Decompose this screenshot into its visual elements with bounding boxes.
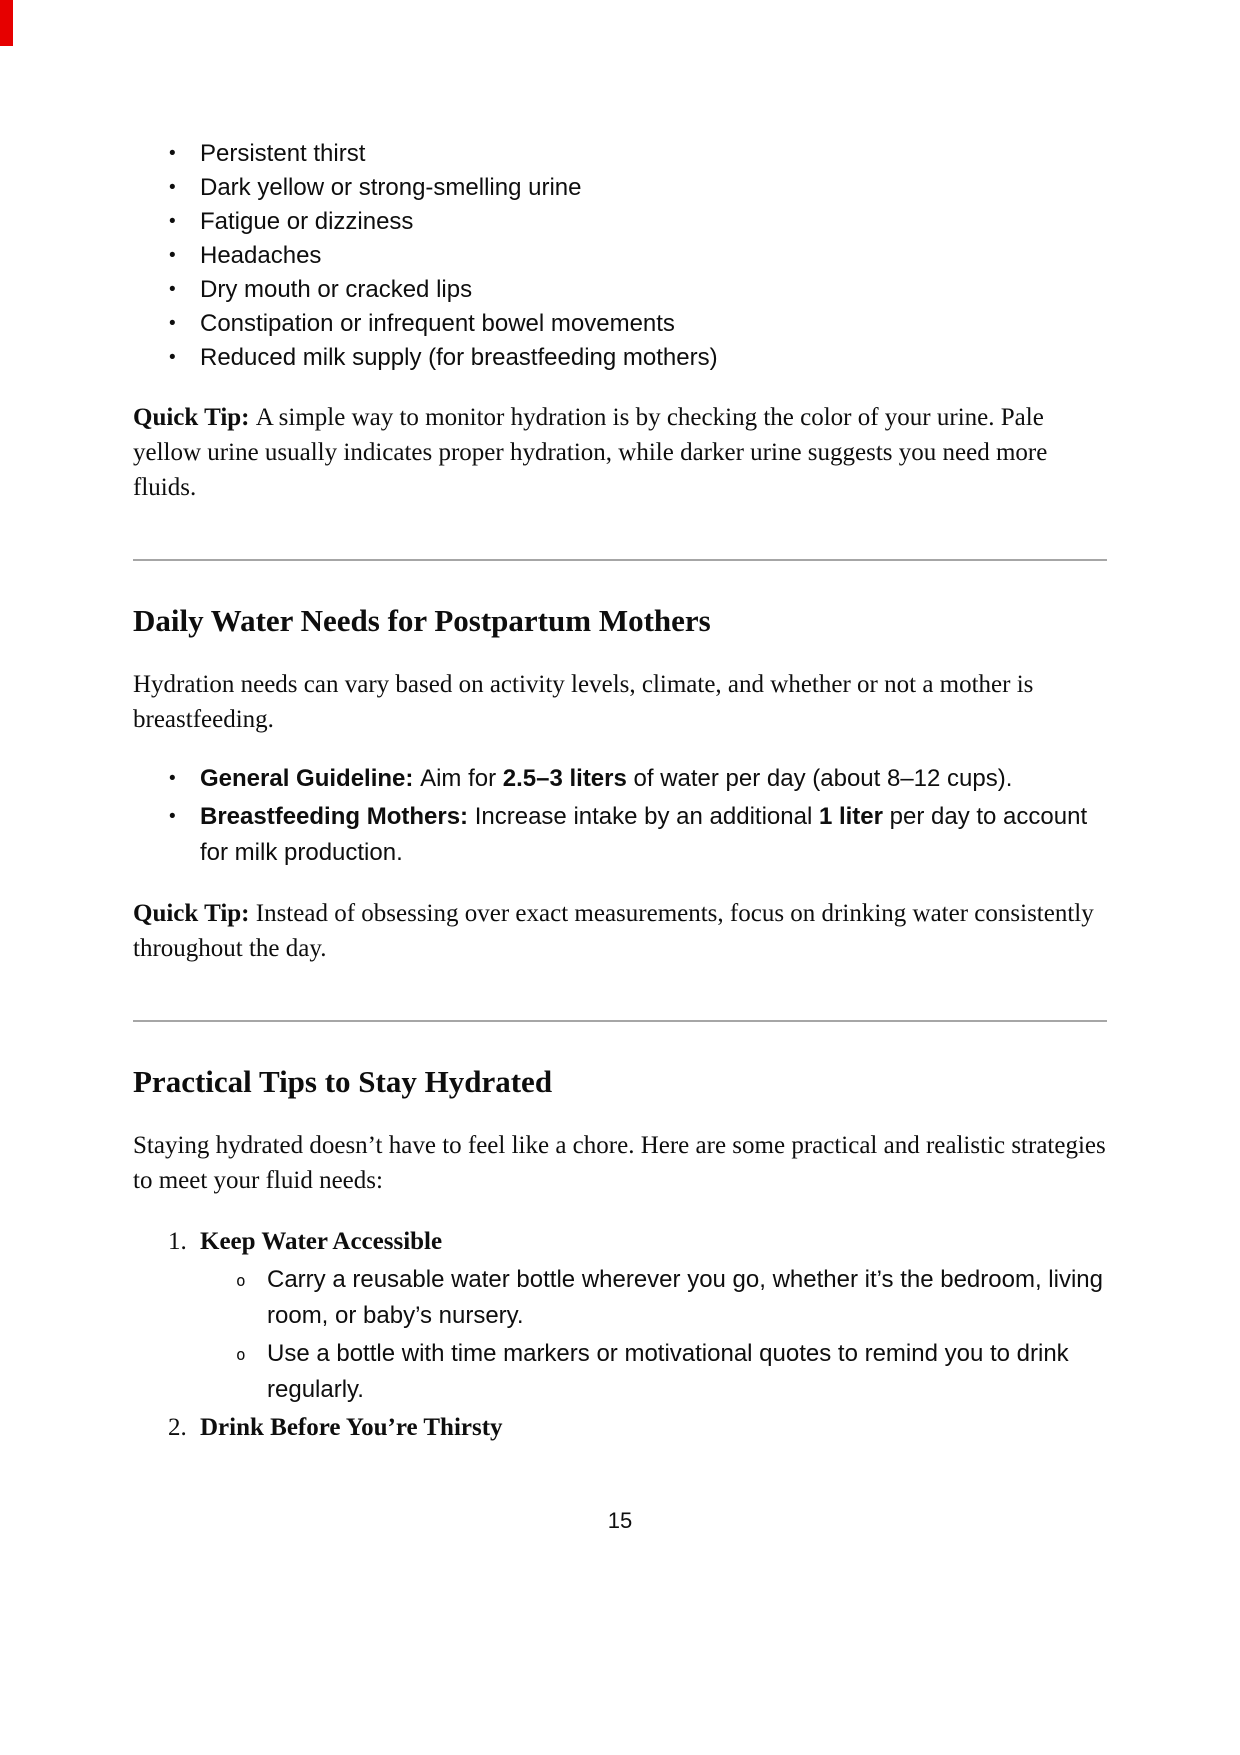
section-intro: Hydration needs can vary based on activity levels, climate, and whether or not a mother is breastfeeding. — [133, 671, 1034, 733]
numbered-item — [168, 1224, 1107, 1408]
sub-bullet-list — [200, 1262, 1107, 1408]
list-item: • Persistent thirst — [200, 137, 1107, 171]
guidelines-list — [133, 761, 1107, 871]
section-title-water-needs: Daily Water Needs for Postpartum Mothers — [133, 603, 711, 638]
list-item: • Breastfeeding Mothers: Increase intake by an additional 1 liter per day to account for milk production. — [200, 799, 1107, 871]
section-divider — [133, 1020, 1107, 1022]
section-title-practical-tips: Practical Tips to Stay Hydrated — [133, 1064, 553, 1099]
list-item: • Fatigue or dizziness — [200, 205, 1107, 239]
list-item: • Dry mouth or cracked lips — [200, 273, 1107, 307]
list-item: • Headaches — [200, 239, 1107, 273]
item-label: Drink Before You’re Thirsty — [200, 1414, 503, 1441]
item-number: 2. — [168, 1414, 187, 1441]
practical-tips-list — [133, 1224, 1107, 1446]
list-item: • General Guideline: Aim for 2.5–3 liters of water per day (about 8–12 cups). — [200, 761, 1107, 797]
item-label: Keep Water Accessible — [200, 1228, 443, 1255]
list-item: • Constipation or infrequent bowel movements — [200, 307, 1107, 341]
quick-tip-paragraph: Quick Tip: A simple way to monitor hydration is by checking the color of your urine. Pale yellow urine usually indicates proper hydration, while darker urine suggests you need more fluids. — [133, 404, 1048, 501]
list-item: • Reduced milk supply (for breastfeeding mothers) — [200, 341, 1107, 375]
section-intro: Staying hydrated doesn’t have to feel like a chore. Here are some practical and realistic strategies to meet your fluid needs: — [133, 1132, 1106, 1194]
numbered-item — [168, 1410, 1107, 1446]
section-divider — [133, 559, 1107, 561]
page-number: 15 — [607, 1508, 633, 1533]
list-item: • Dark yellow or strong-smelling urine — [200, 171, 1107, 205]
item-number: 1. — [168, 1228, 187, 1255]
list-item: o Use a bottle with time markers or motivational quotes to remind you to drink regularly. — [267, 1336, 1107, 1408]
symptoms-list — [133, 137, 1107, 375]
red-margin-mark — [0, 0, 13, 46]
quick-tip-paragraph: Quick Tip: Instead of obsessing over exact measurements, focus on drinking water consistently throughout the day. — [133, 900, 1094, 962]
list-item: o Carry a reusable water bottle wherever you go, whether it’s the bedroom, living room, or baby’s nursery. — [267, 1262, 1107, 1334]
